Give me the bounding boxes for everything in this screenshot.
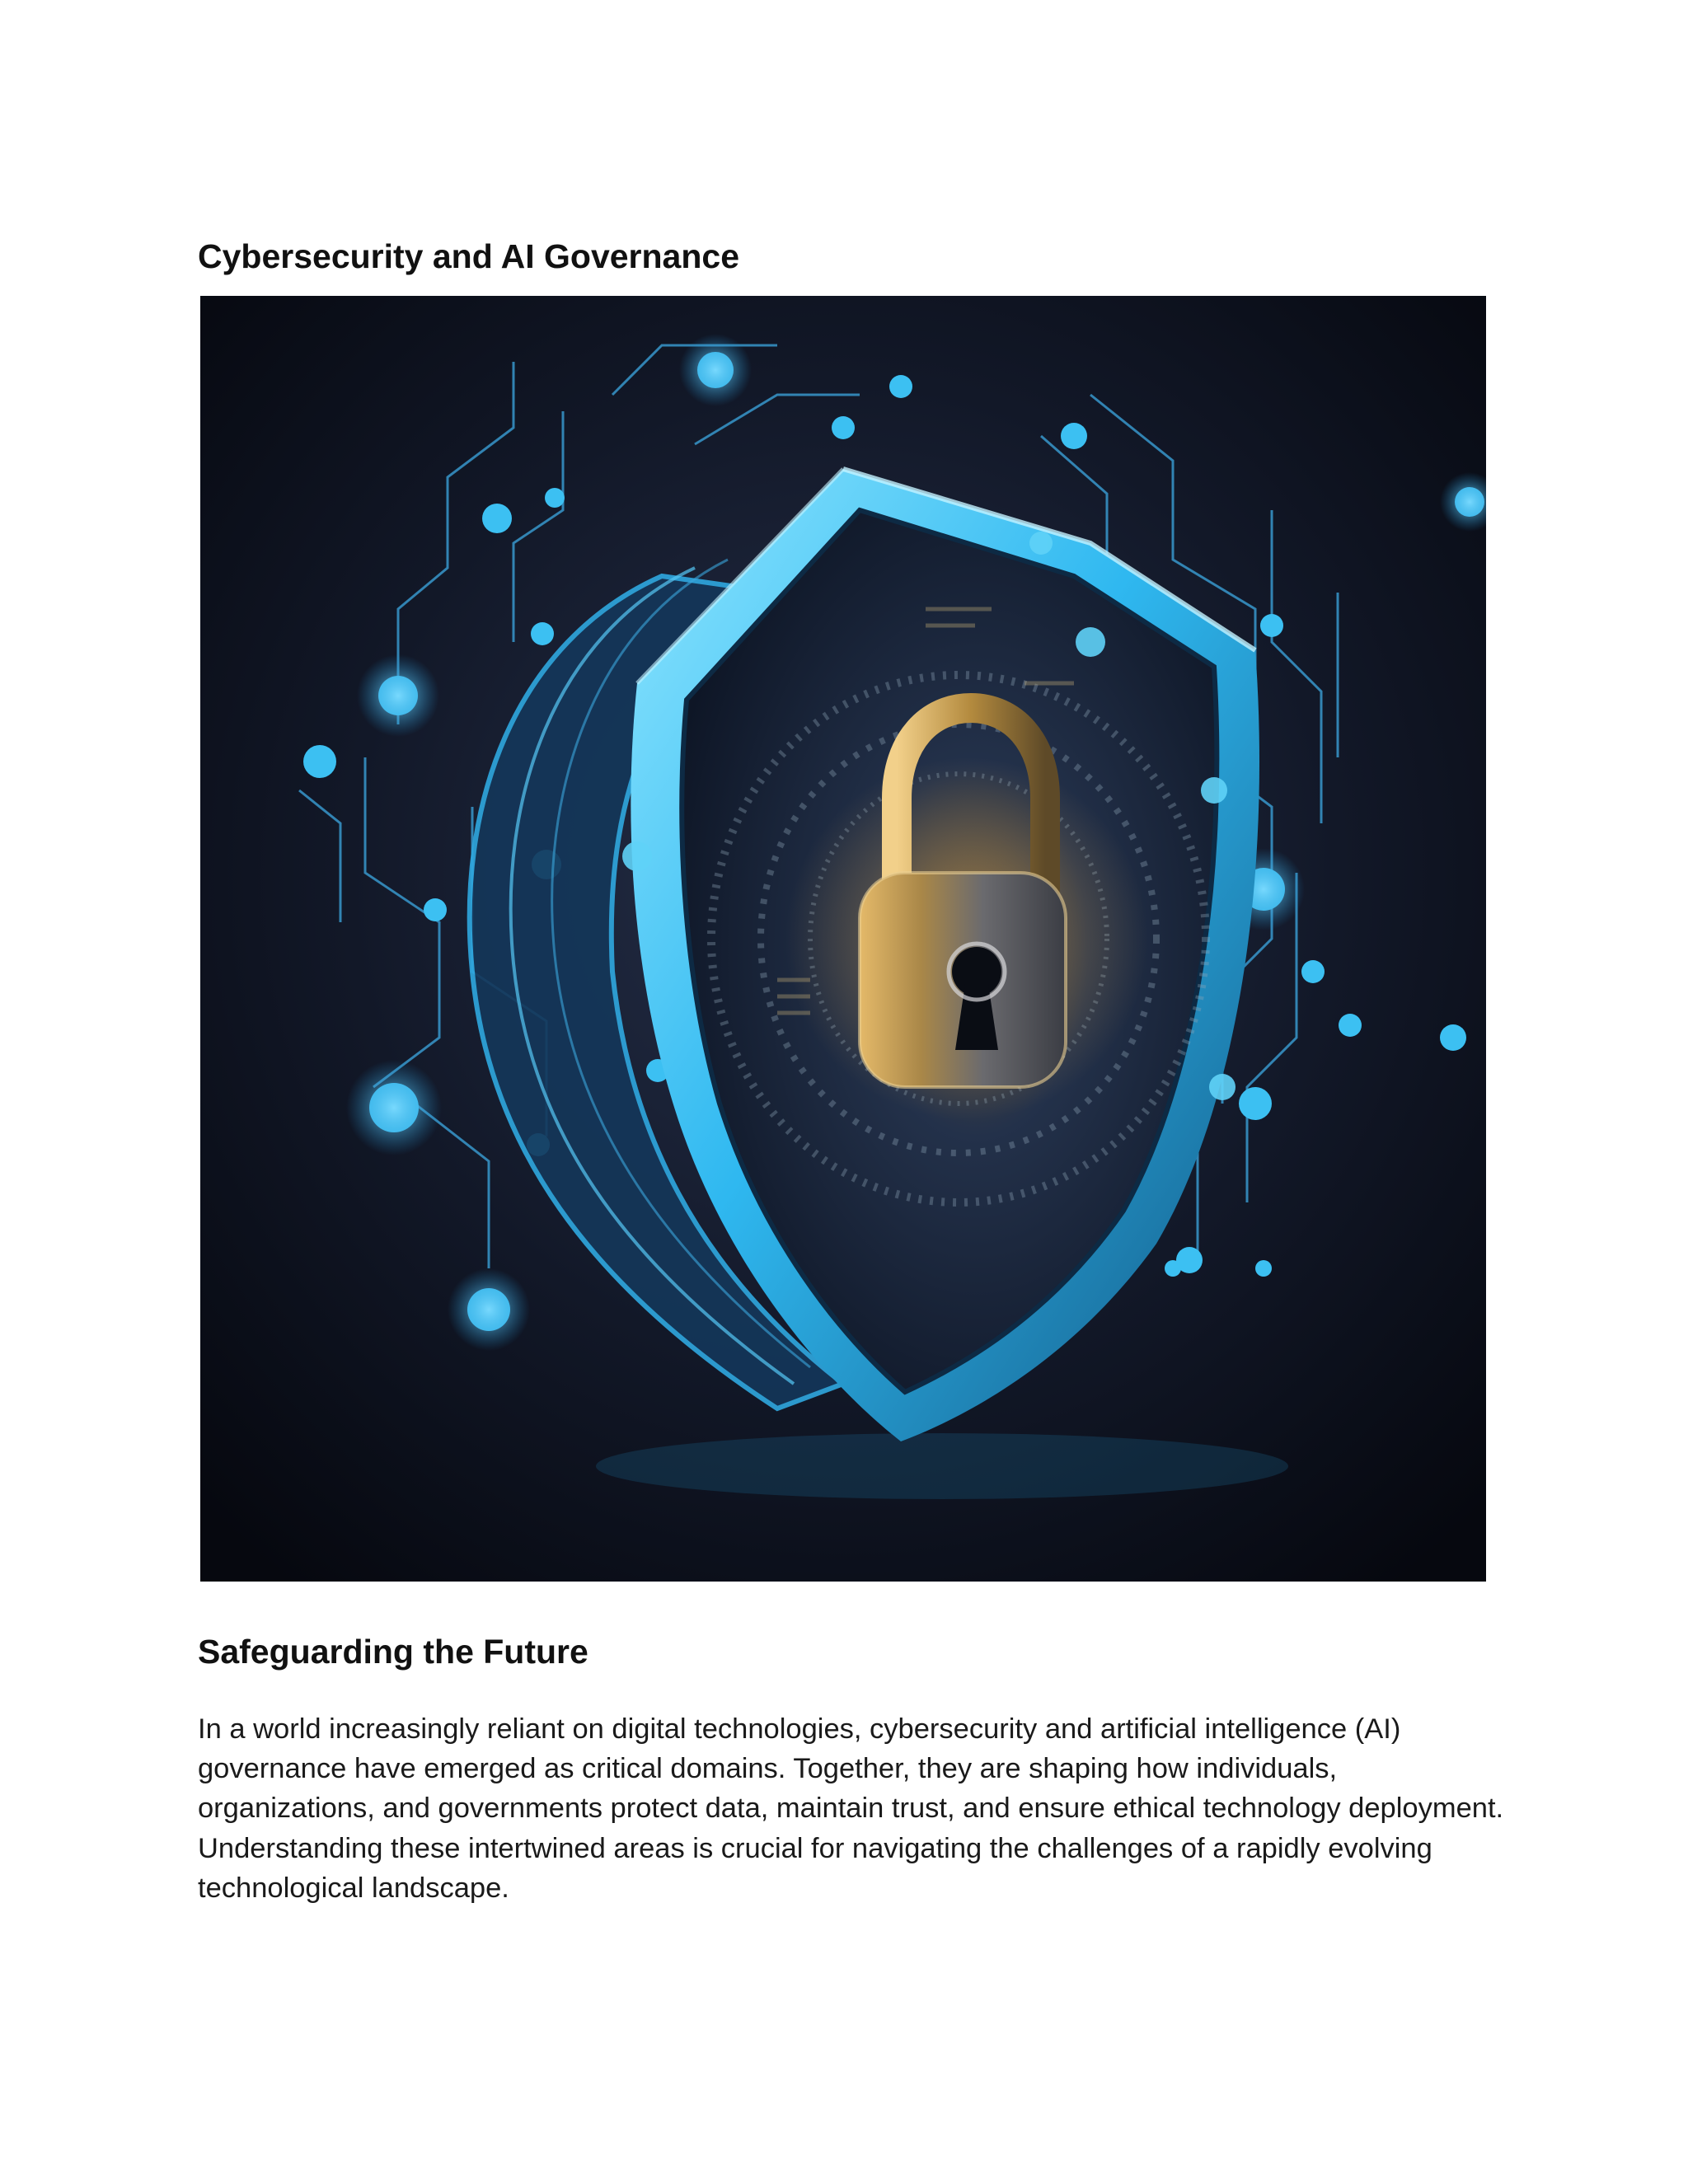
section-heading: Safeguarding the Future bbox=[198, 1633, 588, 1671]
shield-padlock-icon bbox=[200, 296, 1486, 1582]
cybersecurity-illustration bbox=[200, 296, 1486, 1582]
body-paragraph: In a world increasingly reliant on digital technologies, cybersecurity and artificial intelligence (AI) governance have emerged as critical domains. Together, they are shaping how individuals, organizations, and governments protect data, maintain trust, and ensure ethical technology deployment. Understanding these intertwined areas is crucial for navigating the challenges of a rapidly evolving technological landscape. bbox=[198, 1713, 1504, 1904]
page-title: Cybersecurity and AI Governance bbox=[198, 237, 740, 275]
